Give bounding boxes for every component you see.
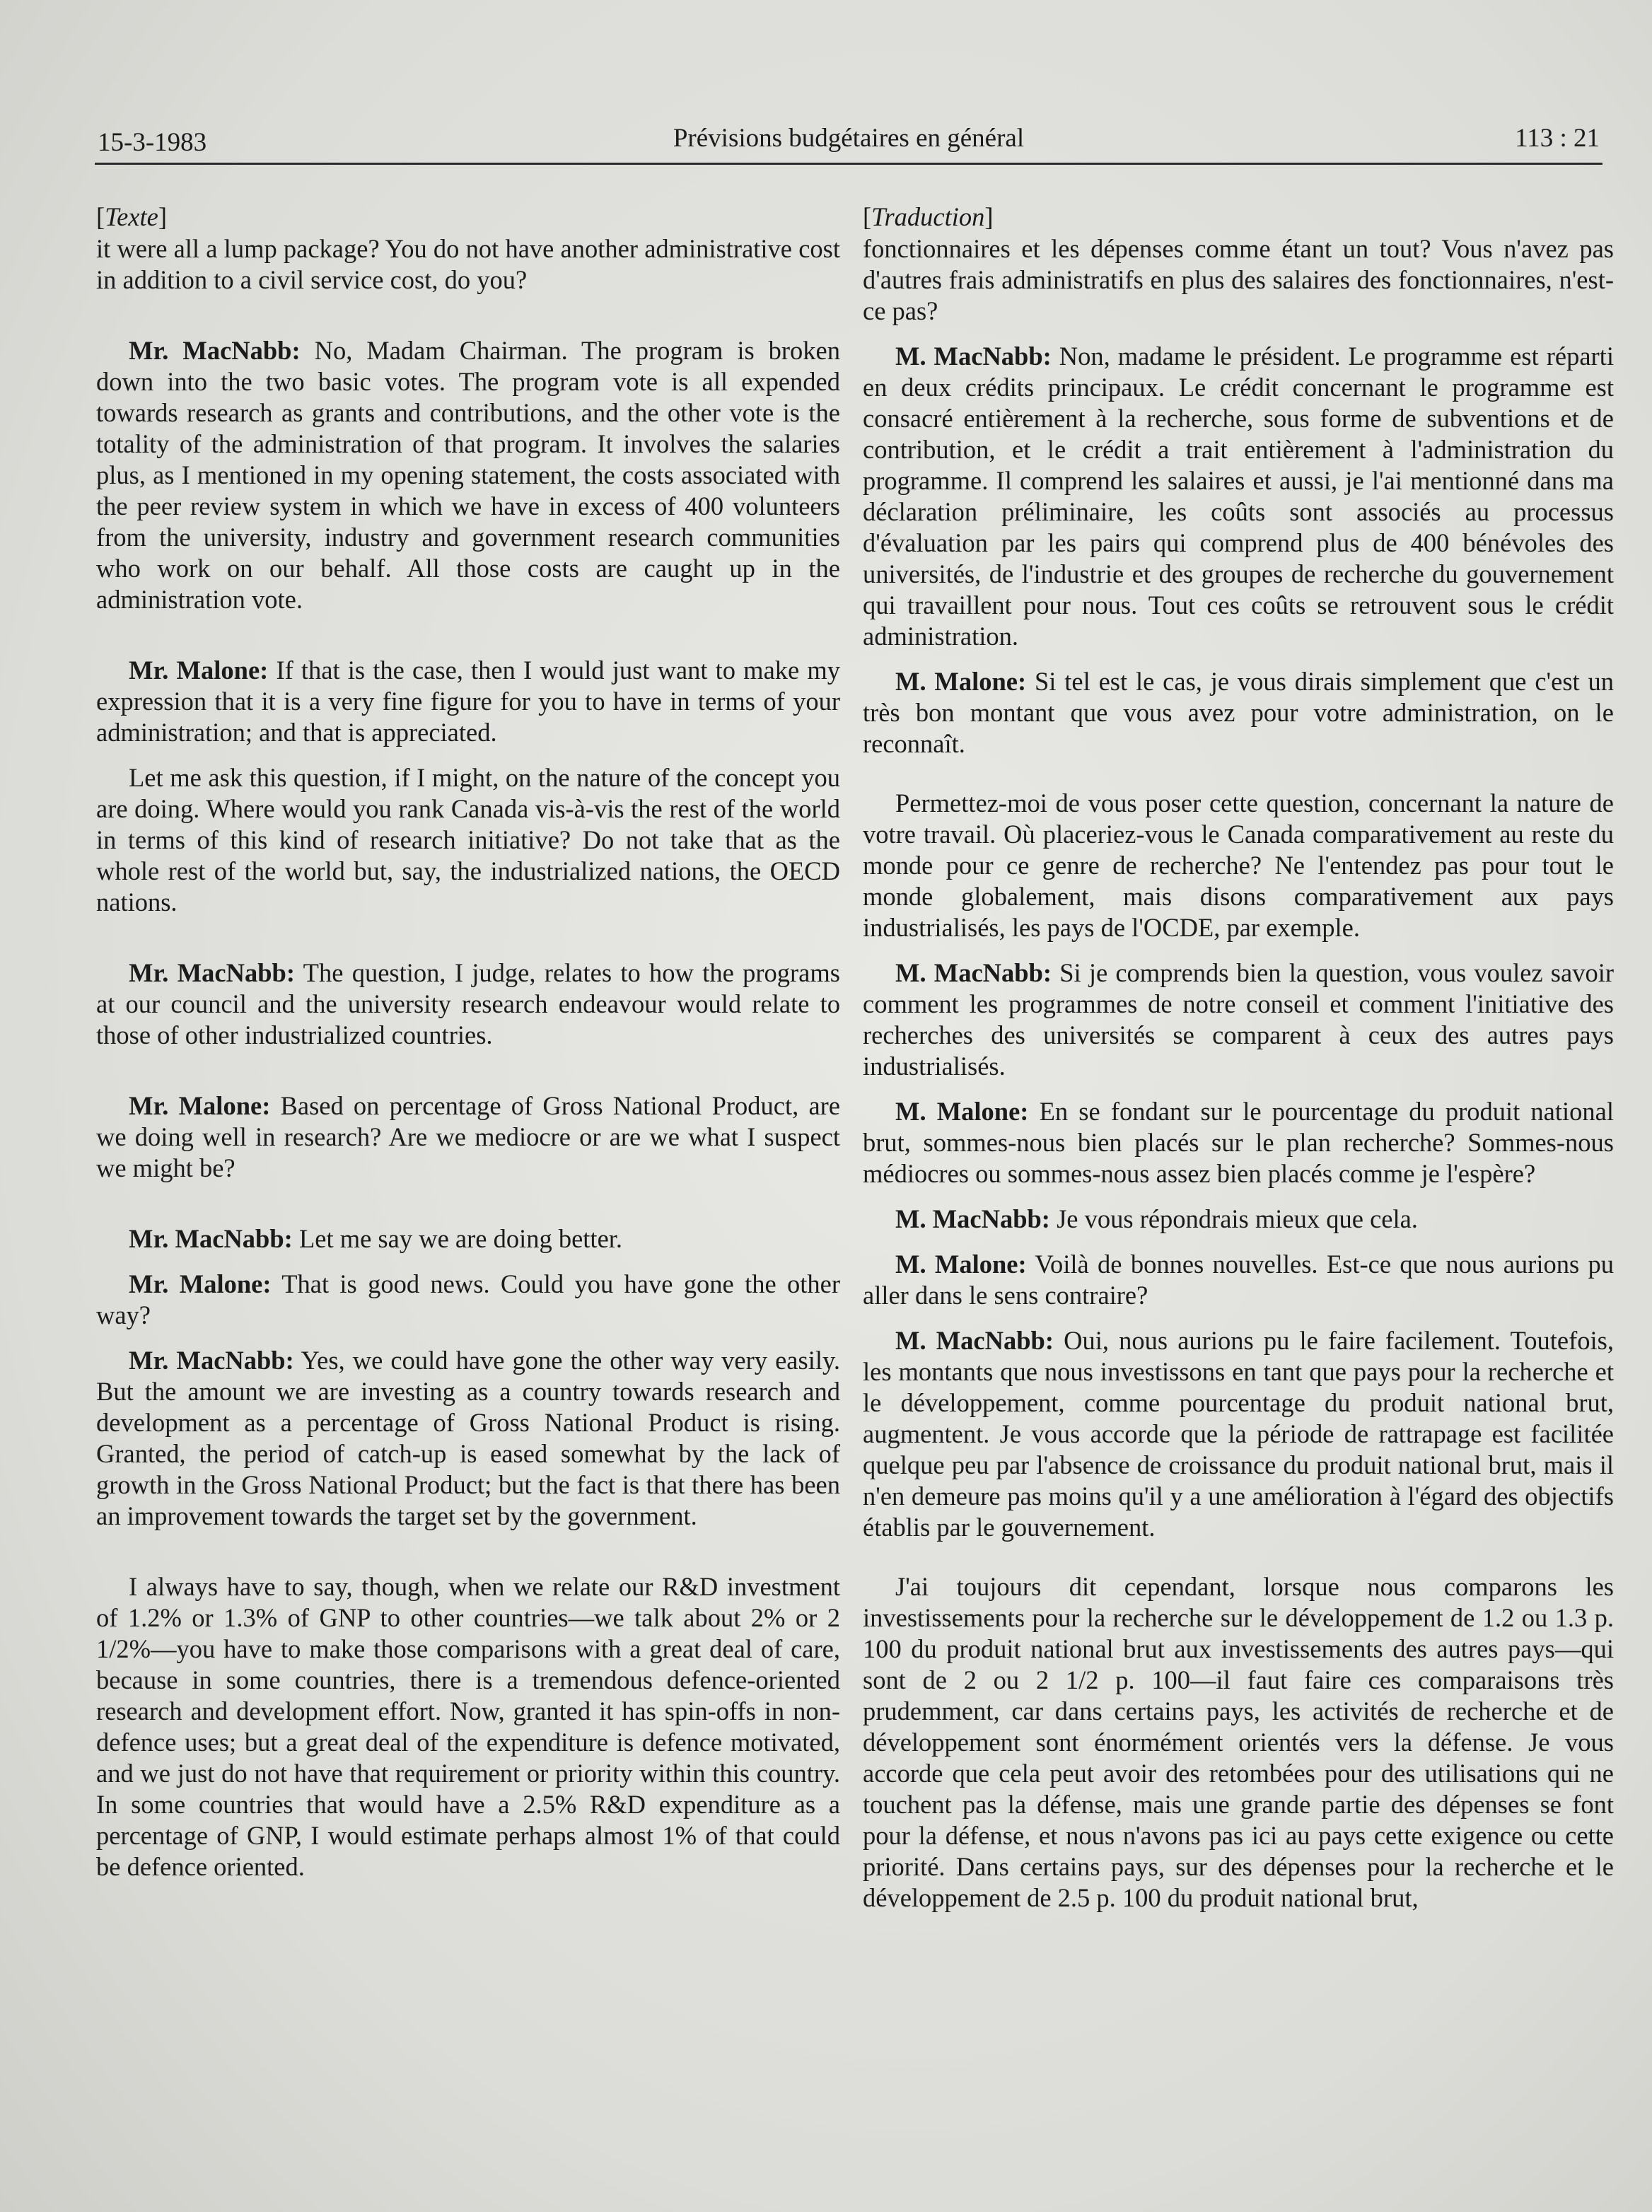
- left-column: [96, 201, 840, 1882]
- paragraph: Mr. MacNabb: Yes, we could have gone the other way very easily. But the amount we are investing as a country towards research and development as a percentage of Gross National Product is rising. Granted, the period of catch-up is eased somewhat by the lack of growth in the Gross National Product; but the fact is that there has been an improvement towards the target set by the government.: [96, 1346, 840, 1530]
- speaker-name: Mr. Malone:: [129, 1269, 272, 1298]
- speaker-name: Mr. MacNabb:: [129, 958, 295, 987]
- paragraph: M. Malone: Voilà de bonnes nouvelles. Est-ce que nous aurions pu aller dans le sens contraire?: [863, 1250, 1614, 1310]
- paragraph: Mr. MacNabb: No, Madam Chairman. The program is broken down into the two basic votes. The program vote is all expended towards research as grants and contributions, and the other vote is the totality of the administration of that program. It involves the salaries plus, as I mentioned in my opening statement, the costs associated with the peer review system in which we have in excess of 400 volunteers from the university, industry and government research communities who work on our behalf. All those costs are caught up in the administration vote.: [96, 336, 840, 614]
- speaker-name: Mr. MacNabb:: [129, 336, 301, 365]
- paragraph: Mr. Malone: That is good news. Could you have gone the other way?: [96, 1269, 841, 1329]
- paragraph: Let me ask this question, if I might, on the nature of the concept you are doing. Where would you rank Canada vis-à-vis the rest of the world in terms of this kind of research initiative? Do not take that as the whole rest of the world but, say, the industrialized nations, the OECD nations.: [96, 763, 840, 916]
- header-title: Prévisions budgétaires en général: [673, 124, 1025, 153]
- paragraph: Mr. Malone: Based on percentage of Gross National Product, are we doing well in research? Are we mediocre or are we what I suspect we might be?: [96, 1091, 840, 1182]
- paragraph: Mr. Malone: If that is the case, then I would just want to make my expression that it is a very fine figure for you to have in terms of your administration; and that is appreciated.: [96, 656, 840, 747]
- header-page-number: 113 : 21: [1515, 124, 1600, 153]
- speaker-name: Mr. MacNabb:: [129, 1346, 294, 1375]
- left-column-tag: [Texte]: [96, 202, 168, 231]
- speaker-name: M. MacNabb:: [895, 1326, 1054, 1355]
- paragraph: M. Malone: En se fondant sur le pourcentage du produit national brut, sommes-nous bien placés sur le plan recherche? Sommes-nous médiocres ou sommes-nous assez bien placés comme je l'espère?: [863, 1097, 1614, 1188]
- speaker-name: M. MacNabb:: [895, 958, 1052, 987]
- paragraph: Permettez-moi de vous poser cette question, concernant la nature de votre travail. Où placeriez-vous le Canada comparativement au reste du monde pour ce genre de recherche? Ne l'entendez pas pour tout le monde globalement, mais disons comparativement aux pays industrialisés, les pays de l'OCDE, par exemple.: [863, 788, 1614, 942]
- speaker-name: Mr. MacNabb:: [129, 1224, 293, 1253]
- paragraph: I always have to say, though, when we relate our R&D investment of 1.2% or 1.3% of GNP to other countries—we talk about 2% or 2 1/2%—you have to make those comparisons with a great deal of care, because in some countries, there is a tremendous defence-oriented research and development effort. Now, granted it has spin-offs in non-defence uses; but a great deal of the expenditure is defence motivated, and we just do not have that requirement or priority within this country. In some countries that would have a 2.5% R&D expenditure as a percentage of GNP, I would estimate perhaps almost 1% of that could be defence oriented.: [96, 1572, 840, 1881]
- paragraph: M. MacNabb: Je vous répondrais mieux que cela.: [895, 1204, 1418, 1233]
- speaker-name: Mr. Malone:: [129, 1091, 271, 1120]
- paragraph: M. MacNabb: Non, madame le président. Le programme est réparti en deux crédits principaux. Le crédit concernant le programme est consacré entièrement à la recherche, sous forme de subventions et de contribution, et le crédit a trait entièrement à l'administration du programme. Il comprend les salaires et aussi, je l'ai mentionné dans ma déclaration préliminaire, les coûts sont associés au processus d'évaluation par les pairs qui comprend plus de 400 bénévoles des universités, de l'industrie et des groupes de recherche du gouvernement qui travaillent pour nous. Tout ces coûts se retrouvent sous le crédit administration.: [863, 342, 1614, 651]
- page-header: [95, 117, 1602, 158]
- speaker-name: M. MacNabb:: [895, 1204, 1050, 1233]
- header-date: 15-3-1983: [98, 128, 207, 157]
- paragraph: M. MacNabb: Oui, nous aurions pu le faire facilement. Toutefois, les montants que nous investissons en tant que pays pour la recherche et le développement, comme pourcentage du produit national brut, augmentent. Je vous accorde que la période de rattrapage est facilitée quelque peu par l'absence de croissance du produit national brut, mais il n'en demeure pas moins qu'il y a une amélioration à l'égard des objectifs établis par le gouvernement.: [863, 1326, 1615, 1542]
- right-column: [863, 201, 1614, 1914]
- paragraph: it were all a lump package? You do not have another administrative cost in addition to a civil service cost, do you?: [96, 234, 840, 294]
- speaker-name: M. Malone:: [895, 1097, 1029, 1126]
- paragraph: J'ai toujours dit cependant, lorsque nous comparons les investissements pour la recherche sur le développement de 1.2 ou 1.3 p. 100 du produit national brut aux investissements des autres pays—qui sont de 2 ou 2 1/2 p. 100—il faut faire ces comparaisons très prudemment, car dans certains pays, les activités de recherche et de développement sont énormément orientés vers la défense. Je vous accorde que cela peut avoir des retombées pour des utilisations qui ne touchent pas la défense, mais une grande partie des dépenses se font pour la défense, et nous n'avons pas ici au pays cette exigence ou cette priorité. Dans certains pays, sur des dépenses pour la recherche et le développement de 2.5 p. 100 du produit national brut,: [863, 1572, 1614, 1912]
- speaker-name: M. Malone:: [895, 667, 1027, 696]
- paragraph: fonctionnaires et les dépenses comme étant un tout? Vous n'avez pas d'autres frais administratifs en plus des salaires des fonctionnaires, n'est-ce pas?: [863, 234, 1614, 325]
- right-column-tag: [Traduction]: [863, 202, 994, 231]
- speaker-name: M. MacNabb:: [895, 342, 1052, 371]
- speaker-name: M. Malone:: [895, 1250, 1027, 1279]
- header-rule: [95, 163, 1602, 165]
- paragraph: Mr. MacNabb: The question, I judge, relates to how the programs at our council and the university research endeavour would relate to those of other industrialized countries.: [96, 958, 840, 1049]
- paragraph: M. MacNabb: Si je comprends bien la question, vous voulez savoir comment les programmes de notre conseil et comment l'initiative des recherches des universités se comparent à ceux des autres pays industrialisés.: [863, 958, 1615, 1081]
- paragraph: M. Malone: Si tel est le cas, je vous dirais simplement que c'est un très bon montant que vous avez pour votre administration, on le reconnaît.: [863, 667, 1614, 758]
- paragraph: Mr. MacNabb: Let me say we are doing better.: [129, 1224, 623, 1253]
- speaker-name: Mr. Malone:: [129, 656, 269, 685]
